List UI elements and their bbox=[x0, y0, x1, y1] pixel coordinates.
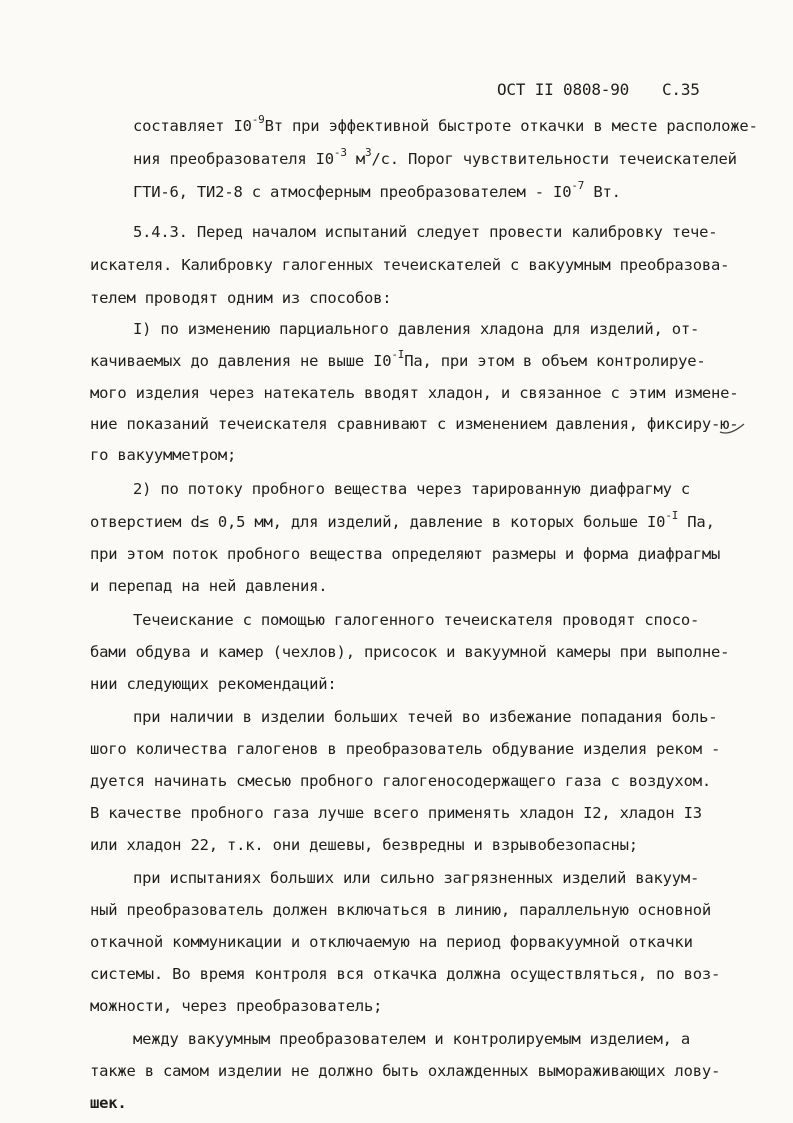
page-header bbox=[497, 80, 737, 99]
text-line: качиваемых до давления не выше $I0^{-I}Па$, при этом в объем контролируе- bbox=[90, 347, 706, 370]
document-code: ОСТ II 0808-90 bbox=[497, 80, 630, 99]
recommendation-item: при наличии в изделии больших течей во избежание попадания боль- bbox=[133, 708, 718, 726]
text-line: шек. bbox=[90, 1094, 127, 1112]
text-line: также в самом изделии не должно быть охлажденных вымораживающих лову- bbox=[90, 1062, 721, 1080]
text-line: нии следующих рекомендаций: bbox=[90, 675, 337, 693]
recommendation-item: при испытаниях больших или сильно загрязненных изделий вакуум- bbox=[133, 869, 700, 887]
text-line: отверстием d≤ 0,5 мм, для изделий, давление в которых больше $I0^{-I}$ Па, bbox=[90, 508, 715, 531]
text-line: ние показаний течеискателя сравнивают с изменением давления, фиксиру-ю- bbox=[90, 415, 739, 433]
text-line: составляет $I0^{-9}Вт$ при эффективной быстроте откачки в месте расположе- bbox=[133, 112, 758, 135]
text-line: можности, через преобразователь; bbox=[90, 997, 383, 1015]
text-line: при этом поток пробного вещества определяют размеры и форма диафрагмы bbox=[90, 545, 721, 563]
recommendation-item: между вакуумным преобразователем и контролируемым изделием, а bbox=[133, 1030, 691, 1048]
text-line: и перепад на ней давления. bbox=[90, 577, 328, 595]
text-line: бами обдува и камер (чехлов), присосок и вакуумной камеры при выполне- bbox=[90, 643, 730, 661]
list-item: 2) по потоку пробного вещества через тарированную диафрагму с bbox=[133, 480, 691, 498]
text-line: искателя. Калибровку галогенных течеискателей с вакуумным преобразова- bbox=[90, 256, 730, 274]
text-line: го вакуумметром; bbox=[90, 446, 237, 464]
text-line: откачной коммуникации и отключаемую на период форвакуумной откачки bbox=[90, 933, 693, 951]
section-heading-line: 5.4.3. Перед началом испытаний следует провести калибровку тече- bbox=[133, 223, 718, 241]
text-line: дуется начинать смесью пробного галогеносодержащего газа с воздухом. bbox=[90, 772, 711, 790]
text-line: телем проводят одним из способов: bbox=[90, 289, 392, 307]
text-line: шого количества галогенов в преобразователь обдувание изделия реком - bbox=[90, 740, 721, 758]
list-item: I) по изменению парциального давления хладона для изделий, от- bbox=[133, 320, 700, 338]
text-line: или хладон 22, т.к. они дешевы, безвредны и взрывобезопасны; bbox=[90, 836, 638, 854]
text-line: ния преобразователя $I0^{-3}$ $м^3/с$. Порог чувствительности течеискателей bbox=[133, 145, 737, 168]
text-line: В качестве пробного газа лучше всего применять хладон I2, хладон I3 bbox=[90, 804, 702, 822]
text-line: ный преобразователь должен включаться в линию, параллельную основной bbox=[90, 901, 711, 919]
page-number: С.35 bbox=[662, 80, 700, 99]
text-line: мого изделия через натекатель вводят хладон, и связанное с этим измене- bbox=[90, 384, 739, 402]
text-line: Течеискание с помощью галогенного течеискателя проводят спосо- bbox=[133, 611, 700, 629]
handwritten-mark bbox=[718, 418, 748, 438]
text-line: ГТИ-6, ТИ2-8 с атмосферным преобразователем - $I0^{-7}$ Вт. bbox=[133, 178, 621, 201]
text-line: системы. Во время контроля вся откачка должна осуществляться, по воз- bbox=[90, 965, 721, 983]
